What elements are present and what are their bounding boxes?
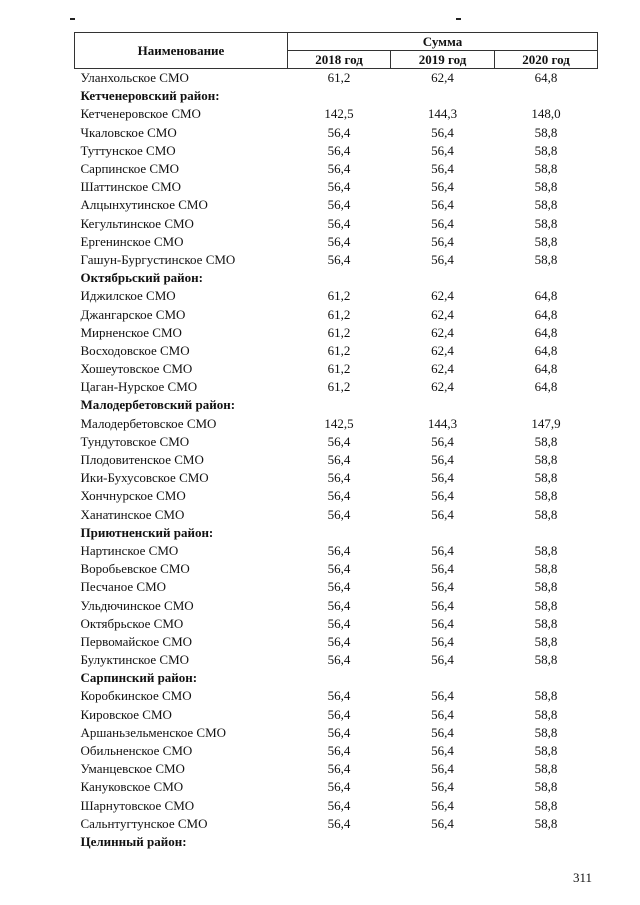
municipality-name: Аршаньзельменское СМО bbox=[80, 724, 227, 740]
table-row bbox=[75, 815, 598, 833]
municipality-name: Цаган-Нурское СМО bbox=[80, 379, 198, 395]
amount-2019: 56,4 bbox=[431, 161, 454, 177]
amount-2019: 62,4 bbox=[431, 288, 454, 304]
amount-2019: 56,4 bbox=[431, 761, 454, 777]
municipality-name: Шаттинское СМО bbox=[80, 179, 182, 195]
amount-2019: 56,4 bbox=[431, 179, 454, 195]
municipality-name: Ергенинское СМО bbox=[80, 233, 184, 249]
amount-2020: 58,8 bbox=[534, 724, 558, 740]
amount-2020: 58,8 bbox=[534, 179, 558, 195]
amount-2019: 56,4 bbox=[431, 615, 454, 631]
table-row bbox=[75, 142, 598, 160]
table-row bbox=[75, 451, 598, 469]
table-row bbox=[75, 578, 598, 596]
amount-2018: 61,2 bbox=[327, 361, 351, 377]
table-row bbox=[75, 651, 598, 669]
amount-2018: 56,4 bbox=[327, 724, 351, 740]
table-row bbox=[75, 724, 598, 742]
empty-cell bbox=[288, 269, 391, 287]
empty-cell bbox=[495, 669, 598, 687]
municipality-name: Коробкинское СМО bbox=[80, 688, 192, 704]
region-heading-row bbox=[75, 669, 598, 687]
municipality-name: Хошеутовское СМО bbox=[80, 361, 193, 377]
column-header-sum: Сумма bbox=[288, 33, 598, 51]
region-name: Приютненский район: bbox=[80, 524, 214, 540]
amount-2019: 56,4 bbox=[431, 815, 454, 831]
municipality-name: Мирненское СМО bbox=[80, 324, 182, 340]
amount-2020: 58,8 bbox=[534, 579, 558, 595]
amount-2019: 62,4 bbox=[431, 70, 454, 86]
table-row bbox=[75, 124, 598, 142]
amount-2018: 56,4 bbox=[327, 488, 351, 504]
table-row bbox=[75, 742, 598, 760]
table-row bbox=[75, 233, 598, 251]
municipality-name: Ханатинское СМО bbox=[80, 506, 185, 522]
municipality-name: Плодовитенское СМО bbox=[80, 452, 204, 468]
municipality-name: Кегультинское СМО bbox=[80, 215, 194, 231]
amount-2020: 64,8 bbox=[534, 361, 558, 377]
table-row bbox=[75, 687, 598, 705]
amount-2020: 58,8 bbox=[534, 470, 558, 486]
amount-2019: 56,4 bbox=[431, 488, 454, 504]
amount-2020: 58,8 bbox=[534, 615, 558, 631]
municipality-name: Восходовское СМО bbox=[80, 342, 190, 358]
amount-2018: 56,4 bbox=[327, 542, 351, 558]
amount-2020: 58,8 bbox=[534, 488, 558, 504]
region-heading-row bbox=[75, 269, 598, 287]
amount-2018: 56,4 bbox=[327, 597, 351, 613]
column-header-name: Наименование bbox=[75, 33, 288, 69]
budget-table bbox=[74, 32, 598, 851]
amount-2020: 58,8 bbox=[534, 215, 558, 231]
empty-cell bbox=[288, 87, 391, 105]
table-row bbox=[75, 506, 598, 524]
amount-2020: 58,8 bbox=[534, 597, 558, 613]
amount-2020: 64,8 bbox=[534, 70, 558, 86]
column-header-2018: 2018 год bbox=[288, 51, 391, 69]
empty-cell bbox=[391, 524, 495, 542]
table-row bbox=[75, 178, 598, 196]
municipality-name: Алцынхутинское СМО bbox=[80, 197, 208, 213]
amount-2020: 58,8 bbox=[534, 542, 558, 558]
amount-2020: 58,8 bbox=[534, 815, 558, 831]
amount-2020: 58,8 bbox=[534, 688, 558, 704]
municipality-name: Хончнурское СМО bbox=[80, 488, 186, 504]
municipality-name: Уланхольское СМО bbox=[80, 70, 189, 86]
municipality-name: Чкаловское СМО bbox=[80, 124, 177, 140]
empty-cell bbox=[495, 87, 598, 105]
amount-2019: 56,4 bbox=[431, 743, 454, 759]
amount-2019: 56,4 bbox=[431, 561, 454, 577]
scan-mark-right bbox=[456, 18, 461, 20]
region-heading-row bbox=[75, 524, 598, 542]
table-row bbox=[75, 360, 598, 378]
municipality-name: Малодербетовское СМО bbox=[80, 415, 217, 431]
amount-2019: 56,4 bbox=[431, 542, 454, 558]
amount-2019: 62,4 bbox=[431, 306, 454, 322]
amount-2018: 61,2 bbox=[327, 70, 351, 86]
table-row bbox=[75, 105, 598, 123]
amount-2019: 56,4 bbox=[431, 652, 454, 668]
empty-cell bbox=[391, 396, 495, 414]
table-row bbox=[75, 160, 598, 178]
amount-2020: 58,8 bbox=[534, 433, 558, 449]
amount-2018: 56,4 bbox=[327, 688, 351, 704]
table-row bbox=[75, 196, 598, 214]
amount-2020: 58,8 bbox=[534, 233, 558, 249]
amount-2020: 58,8 bbox=[534, 124, 558, 140]
amount-2019: 56,4 bbox=[431, 452, 454, 468]
region-name: Малодербетовский район: bbox=[80, 397, 236, 413]
amount-2019: 56,4 bbox=[431, 470, 454, 486]
table-row bbox=[75, 560, 598, 578]
municipality-name: Шарнутовское СМО bbox=[80, 797, 195, 813]
table-row bbox=[75, 433, 598, 451]
empty-cell bbox=[495, 269, 598, 287]
amount-2019: 56,4 bbox=[431, 597, 454, 613]
amount-2019: 62,4 bbox=[431, 361, 454, 377]
column-header-2020: 2020 год bbox=[495, 51, 598, 69]
empty-cell bbox=[288, 524, 391, 542]
amount-2020: 64,8 bbox=[534, 324, 558, 340]
municipality-name: Песчаное СМО bbox=[80, 579, 167, 595]
table-row bbox=[75, 324, 598, 342]
region-name: Целинный район: bbox=[80, 833, 187, 849]
table-row bbox=[75, 415, 598, 433]
municipality-name: Первомайское СМО bbox=[80, 633, 193, 649]
amount-2018: 56,4 bbox=[327, 124, 351, 140]
table-row bbox=[75, 215, 598, 233]
municipality-name: Сальнтугтунское СМО bbox=[80, 815, 208, 831]
amount-2018: 56,4 bbox=[327, 197, 351, 213]
amount-2020: 64,8 bbox=[534, 342, 558, 358]
municipality-name: Нартинское СМО bbox=[80, 542, 179, 558]
amount-2019: 56,4 bbox=[431, 579, 454, 595]
municipality-name: Уманцевское СМО bbox=[80, 761, 185, 777]
amount-2018: 56,4 bbox=[327, 579, 351, 595]
table-row bbox=[75, 778, 598, 796]
amount-2019: 56,4 bbox=[431, 233, 454, 249]
amount-2018: 56,4 bbox=[327, 161, 351, 177]
table-row bbox=[75, 69, 598, 88]
amount-2018: 56,4 bbox=[327, 815, 351, 831]
municipality-name: Иджилское СМО bbox=[80, 288, 176, 304]
amount-2018: 56,4 bbox=[327, 452, 351, 468]
table-row bbox=[75, 596, 598, 614]
municipality-name: Октябрьское СМО bbox=[80, 615, 184, 631]
region-name: Октябрьский район: bbox=[80, 270, 203, 286]
amount-2019: 56,4 bbox=[431, 251, 454, 267]
municipality-name: Ики-Бухусовское СМО bbox=[80, 470, 209, 486]
amount-2020: 58,8 bbox=[534, 779, 558, 795]
amount-2020: 147,9 bbox=[531, 415, 561, 431]
amount-2018: 61,2 bbox=[327, 379, 351, 395]
empty-cell bbox=[288, 396, 391, 414]
amount-2019: 56,4 bbox=[431, 779, 454, 795]
amount-2020: 58,8 bbox=[534, 743, 558, 759]
amount-2020: 58,8 bbox=[534, 161, 558, 177]
empty-cell bbox=[288, 669, 391, 687]
amount-2019: 144,3 bbox=[427, 415, 458, 431]
amount-2019: 56,4 bbox=[431, 124, 454, 140]
table-row bbox=[75, 706, 598, 724]
municipality-name: Булуктинское СМО bbox=[80, 652, 190, 668]
region-name: Сарпинский район: bbox=[80, 670, 198, 686]
region-heading-row bbox=[75, 396, 598, 414]
table-header bbox=[75, 33, 598, 69]
amount-2020: 148,0 bbox=[531, 106, 561, 122]
table-row bbox=[75, 487, 598, 505]
table-row bbox=[75, 615, 598, 633]
region-heading-row bbox=[75, 87, 598, 105]
amount-2018: 56,4 bbox=[327, 779, 351, 795]
table-row bbox=[75, 760, 598, 778]
amount-2019: 56,4 bbox=[431, 688, 454, 704]
empty-cell bbox=[495, 833, 598, 851]
municipality-name: Кануковское СМО bbox=[80, 779, 184, 795]
amount-2018: 56,4 bbox=[327, 179, 351, 195]
page-number: 311 bbox=[573, 870, 593, 885]
amount-2019: 56,4 bbox=[431, 215, 454, 231]
region-heading-row bbox=[75, 833, 598, 851]
amount-2020: 58,8 bbox=[534, 561, 558, 577]
amount-2018: 56,4 bbox=[327, 797, 351, 813]
scan-mark-left bbox=[70, 18, 75, 20]
column-header-2019: 2019 год bbox=[391, 51, 495, 69]
amount-2018: 61,2 bbox=[327, 324, 351, 340]
amount-2018: 56,4 bbox=[327, 633, 351, 649]
amount-2018: 56,4 bbox=[327, 470, 351, 486]
table-row bbox=[75, 797, 598, 815]
amount-2018: 56,4 bbox=[327, 561, 351, 577]
municipality-name: Туттунское СМО bbox=[80, 142, 176, 158]
municipality-name: Воробьевское СМО bbox=[80, 561, 190, 577]
amount-2020: 58,8 bbox=[534, 797, 558, 813]
amount-2020: 58,8 bbox=[534, 452, 558, 468]
amount-2020: 58,8 bbox=[534, 506, 558, 522]
amount-2018: 56,4 bbox=[327, 251, 351, 267]
amount-2019: 56,4 bbox=[431, 633, 454, 649]
empty-cell bbox=[288, 833, 391, 851]
amount-2018: 61,2 bbox=[327, 306, 351, 322]
empty-cell bbox=[391, 833, 495, 851]
amount-2019: 56,4 bbox=[431, 797, 454, 813]
amount-2020: 64,8 bbox=[534, 288, 558, 304]
amount-2018: 61,2 bbox=[327, 342, 351, 358]
amount-2020: 58,8 bbox=[534, 706, 558, 722]
amount-2018: 56,4 bbox=[327, 433, 351, 449]
amount-2020: 58,8 bbox=[534, 142, 558, 158]
amount-2019: 144,3 bbox=[427, 106, 458, 122]
empty-cell bbox=[391, 87, 495, 105]
amount-2020: 64,8 bbox=[534, 379, 558, 395]
amount-2019: 62,4 bbox=[431, 342, 454, 358]
amount-2019: 62,4 bbox=[431, 379, 454, 395]
amount-2018: 56,4 bbox=[327, 761, 351, 777]
empty-cell bbox=[495, 524, 598, 542]
amount-2019: 56,4 bbox=[431, 433, 454, 449]
amount-2019: 56,4 bbox=[431, 506, 454, 522]
table-row bbox=[75, 633, 598, 651]
table-row bbox=[75, 542, 598, 560]
empty-cell bbox=[391, 669, 495, 687]
amount-2018: 142,5 bbox=[324, 106, 354, 122]
municipality-name: Обильненское СМО bbox=[80, 743, 193, 759]
amount-2018: 61,2 bbox=[327, 288, 351, 304]
amount-2019: 56,4 bbox=[431, 724, 454, 740]
municipality-name: Сарпинское СМО bbox=[80, 161, 180, 177]
table-row bbox=[75, 469, 598, 487]
amount-2019: 56,4 bbox=[431, 142, 454, 158]
amount-2020: 58,8 bbox=[534, 652, 558, 668]
municipality-name: Джангарское СМО bbox=[80, 306, 186, 322]
municipality-name: Ульдючинское СМО bbox=[80, 597, 194, 613]
amount-2018: 142,5 bbox=[324, 415, 354, 431]
table-row bbox=[75, 287, 598, 305]
amount-2018: 56,4 bbox=[327, 233, 351, 249]
table-row bbox=[75, 342, 598, 360]
amount-2020: 58,8 bbox=[534, 633, 558, 649]
table-body bbox=[75, 69, 598, 852]
amount-2020: 58,8 bbox=[534, 197, 558, 213]
empty-cell bbox=[391, 269, 495, 287]
table-row bbox=[75, 378, 598, 396]
amount-2019: 56,4 bbox=[431, 197, 454, 213]
municipality-name: Кировское СМО bbox=[80, 706, 172, 722]
amount-2020: 58,8 bbox=[534, 761, 558, 777]
municipality-name: Кетченеровское СМО bbox=[80, 106, 201, 122]
table-row bbox=[75, 305, 598, 323]
empty-cell bbox=[495, 396, 598, 414]
municipality-name: Гашун-Бургустинское СМО bbox=[80, 251, 236, 267]
amount-2018: 56,4 bbox=[327, 652, 351, 668]
amount-2019: 62,4 bbox=[431, 324, 454, 340]
amount-2018: 56,4 bbox=[327, 506, 351, 522]
amount-2020: 64,8 bbox=[534, 306, 558, 322]
amount-2019: 56,4 bbox=[431, 706, 454, 722]
amount-2018: 56,4 bbox=[327, 215, 351, 231]
municipality-name: Тундутовское СМО bbox=[80, 433, 190, 449]
amount-2018: 56,4 bbox=[327, 615, 351, 631]
amount-2018: 56,4 bbox=[327, 142, 351, 158]
amount-2018: 56,4 bbox=[327, 743, 351, 759]
region-name: Кетченеровский район: bbox=[80, 88, 220, 104]
amount-2018: 56,4 bbox=[327, 706, 351, 722]
amount-2020: 58,8 bbox=[534, 251, 558, 267]
table-row bbox=[75, 251, 598, 269]
